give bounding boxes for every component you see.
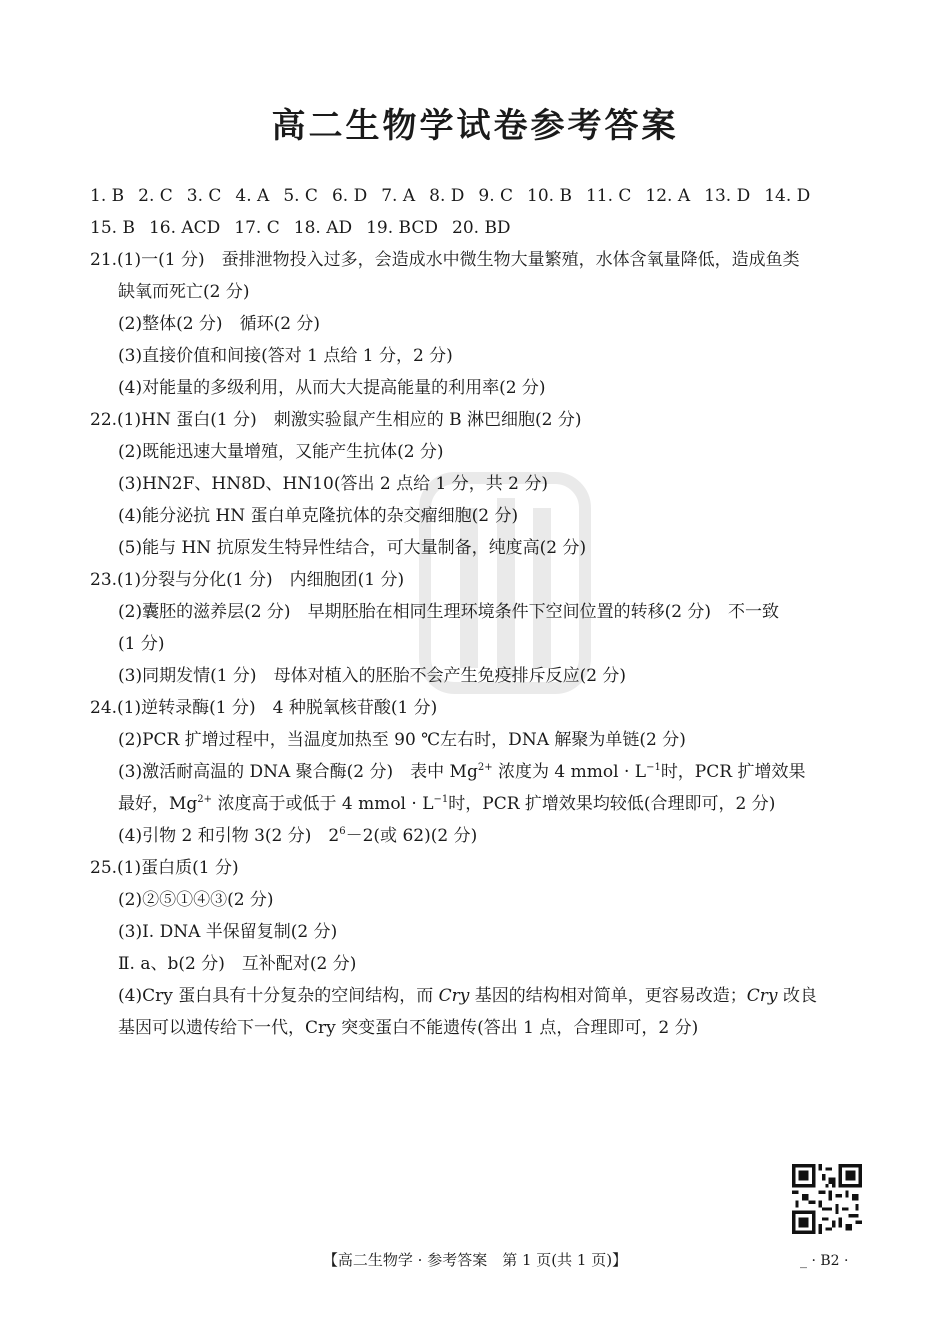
q21-line: (3)直接价值和间接(答对 1 点给 1 分，2 分) <box>118 346 453 366</box>
answer-item: 17. C <box>234 218 280 238</box>
answer-item: 6. D <box>331 186 368 206</box>
q25-line: 25.(1)蛋白质(1 分) <box>90 858 239 878</box>
superscript: −1 <box>433 794 449 805</box>
answer-item: 15. B <box>90 218 135 238</box>
answer-item: 9. C <box>478 186 514 206</box>
gene-italic: Cry <box>746 986 778 1006</box>
answer-item: 2. C <box>138 186 173 206</box>
mcq-answers-row-1 <box>90 180 824 212</box>
mcq-answers-row-2 <box>90 212 525 244</box>
q24-text: (4)引物 2 和引物 3(2 分) 2 <box>118 826 340 846</box>
q25-text: 改良 <box>777 986 817 1006</box>
q22-line: (4)能分泌抗 HN 蛋白单克隆抗体的杂交瘤细胞(2 分) <box>118 506 519 526</box>
q21-line: (4)对能量的多级利用，从而大大提高能量的利用率(2 分) <box>118 378 546 398</box>
q25-text: (4)Cry 蛋白具有十分复杂的空间结构，而 <box>118 986 439 1006</box>
q23-line: 23.(1)分裂与分化(1 分) 内细胞团(1 分) <box>90 570 405 590</box>
q24-text: 最好，Mg <box>118 794 198 814</box>
answer-item: 5. C <box>283 186 318 206</box>
q24-text: 时，PCR 扩增效果 <box>660 762 806 782</box>
q22-line: 22.(1)HN 蛋白(1 分) 刺激实验鼠产生相应的 B 淋巴细胞(2 分) <box>90 410 582 430</box>
answer-item: 10. B <box>527 186 572 206</box>
q25-line: (2)②⑤①④③(2 分) <box>118 890 274 910</box>
answer-item: 11. C <box>585 186 632 206</box>
q24-text: －2(或 62)(2 分) <box>345 826 478 846</box>
page-title: 高二生物学试卷参考答案 <box>271 106 679 146</box>
answer-item: 16. ACD <box>148 218 221 238</box>
answer-item: 18. AD <box>293 218 353 238</box>
q25-line: Ⅱ. a、b(2 分) 互补配对(2 分) <box>118 954 357 974</box>
q24-text: (3)激活耐高温的 DNA 聚合酶(2 分) 表中 Mg <box>118 762 478 782</box>
q21-line: 21.(1)一(1 分) 蚕排泄物投入过多，会造成水中微生物大量繁殖，水体含氧量降低，造成鱼类 <box>90 250 800 270</box>
q21-line: (2)整体(2 分) 循环(2 分) <box>118 314 321 334</box>
gene-italic: Cry <box>438 986 470 1006</box>
q24-line <box>118 820 477 852</box>
q21-line: 缺氧而死亡(2 分) <box>118 282 250 302</box>
q25-line <box>118 980 817 1012</box>
q24-line: (2)PCR 扩增过程中，当温度加热至 90 ℃左右时，DNA 解聚为单链(2 分) <box>118 730 686 750</box>
q24-text: 时，PCR 扩增效果均较低(合理即可，2 分) <box>448 794 776 814</box>
q23-line: (3)同期发情(1 分) 母体对植入的胚胎不会产生免疫排斥反应(2 分) <box>118 666 627 686</box>
answer-item: 19. BCD <box>366 218 438 238</box>
q25-line: (3)Ⅰ. DNA 半保留复制(2 分) <box>118 922 338 942</box>
page-code: _ · B2 · <box>800 1253 849 1269</box>
qr-code-icon <box>792 1164 862 1234</box>
q22-line: (3)HN2F、HN8D、HN10(答出 2 点给 1 分，共 2 分) <box>118 474 549 494</box>
q22-line: (5)能与 HN 抗原发生特异性结合，可大量制备，纯度高(2 分) <box>118 538 587 558</box>
superscript: 6 <box>339 826 346 837</box>
superscript: 2+ <box>197 794 213 805</box>
answer-item: 1. B <box>90 186 125 206</box>
q25-line: 基因可以遗传给下一代，Cry 突变蛋白不能遗传(答出 1 点，合理即可，2 分) <box>118 1018 699 1038</box>
q24-text: 浓度为 4 mmol · L <box>492 762 647 782</box>
answer-item: 8. D <box>429 186 465 206</box>
superscript: −1 <box>646 762 661 773</box>
q24-text: 浓度高于或低于 4 mmol · L <box>212 794 434 814</box>
answer-item: 3. C <box>186 186 222 206</box>
q23-line: (1 分) <box>118 634 165 654</box>
answer-item: 7. A <box>381 186 416 206</box>
answer-item: 14. D <box>764 186 811 206</box>
superscript: 2+ <box>477 762 493 773</box>
answer-item: 20. BD <box>452 218 511 238</box>
page-footer: 【高二生物学 · 参考答案 第 1 页(共 1 页)】 <box>322 1251 628 1269</box>
q22-line: (2)既能迅速大量增殖，又能产生抗体(2 分) <box>118 442 444 462</box>
q24-line: 24.(1)逆转录酶(1 分) 4 种脱氧核苷酸(1 分) <box>90 698 438 718</box>
q24-line <box>118 788 775 820</box>
q24-line <box>118 756 805 788</box>
answer-item: 12. A <box>645 186 691 206</box>
q23-line: (2)囊胚的滋养层(2 分) 早期胚胎在相同生理环境条件下空间位置的转移(2 分) 不一致 <box>118 602 780 622</box>
q25-text: 基因的结构相对简单，更容易改造； <box>469 986 747 1006</box>
answer-item: 13. D <box>704 186 751 206</box>
answer-item: 4. A <box>235 186 270 206</box>
